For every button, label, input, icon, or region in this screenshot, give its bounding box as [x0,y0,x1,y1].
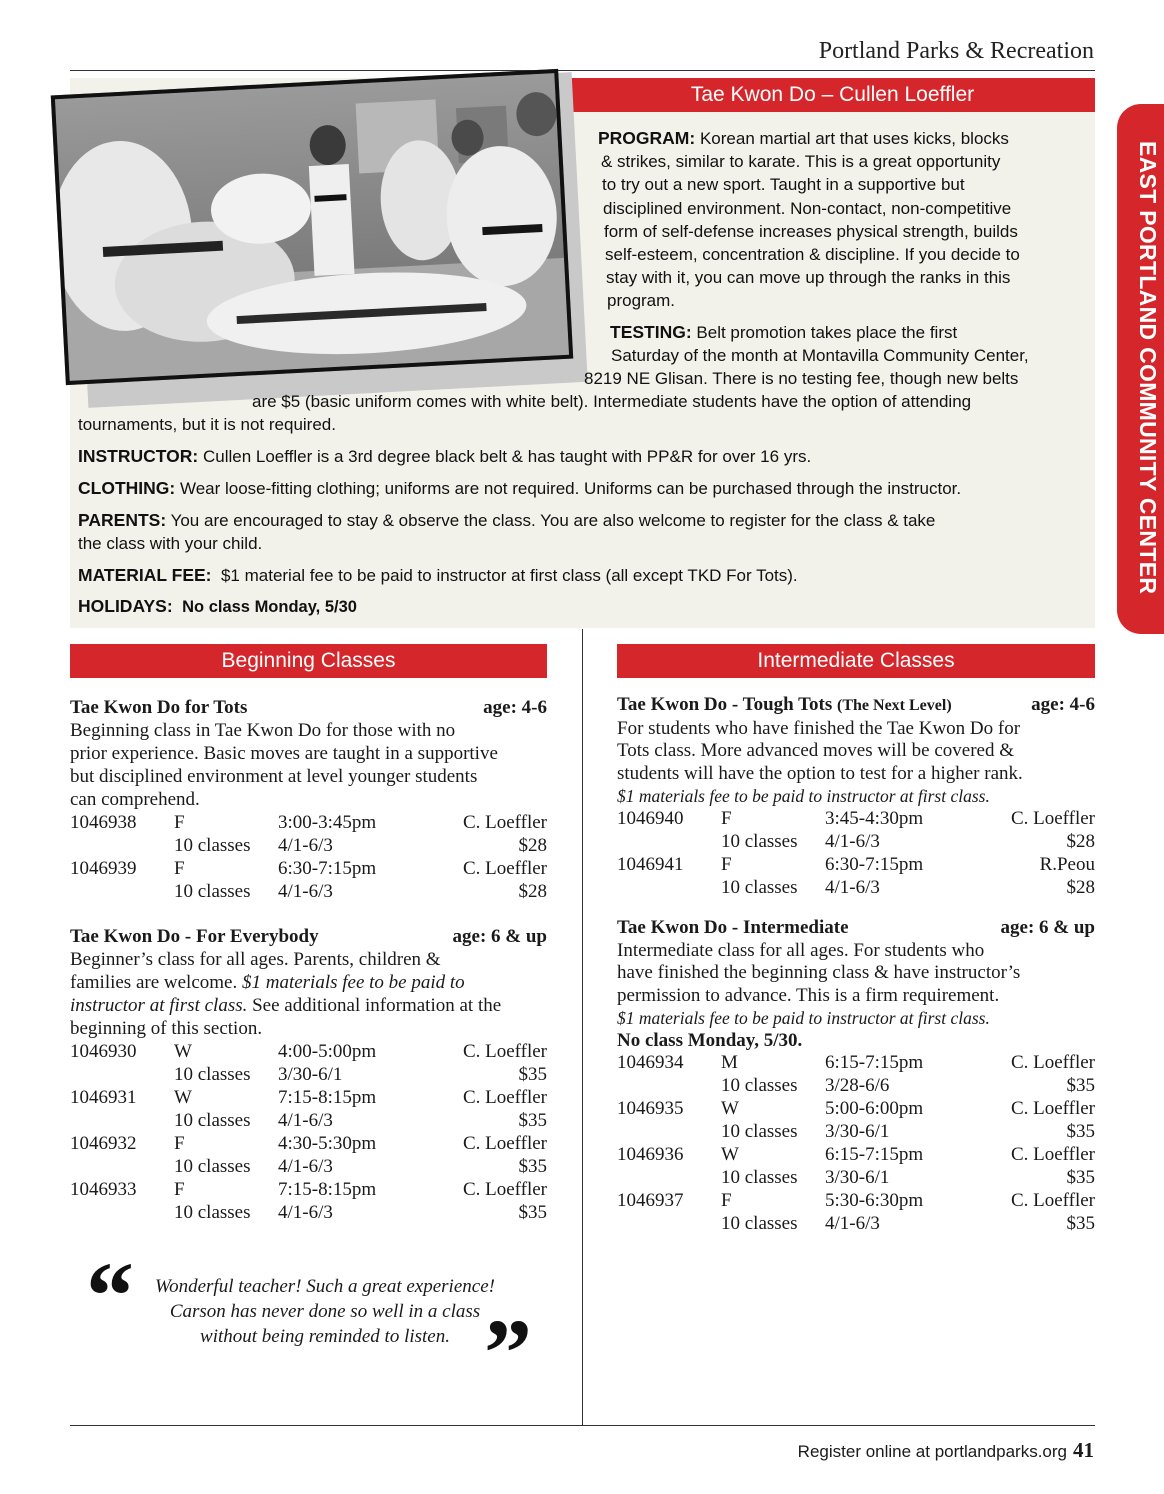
session-code: 1046931 [70,1087,137,1108]
course-age: age: 4-6 [1031,694,1095,715]
session-row [617,854,1095,877]
session-fee: $28 [1066,876,1095,898]
course-fee-note: $1 materials fee to be paid to instructor at first class. [617,1008,990,1028]
session-fee: $35 [1066,1167,1095,1188]
course-age: age: 6 & up [452,926,547,947]
session-row-detail [617,1167,1095,1190]
session-row-detail [70,834,547,857]
course-desc-line: Beginning class in Tae Kwon Do for those with no [70,720,456,741]
session-row-detail [70,1109,547,1132]
parents-text: You are encouraged to stay & observe the class. You are also welcome to register for the class & take [170,511,936,530]
session-time: 6:15-7:15pm [825,1052,924,1073]
session-dates: 3/28-6/6 [825,1075,890,1096]
session-code: 1046936 [617,1144,684,1165]
course-desc-line: Intermediate class for all ages. For students who [617,939,985,961]
session-fee: $35 [518,1202,547,1223]
clothing-text: Wear loose-fitting clothing; uniforms are not required. Uniforms can be purchased through the instructor. [179,479,962,498]
session-time: 6:30-7:15pm [825,853,924,875]
course-desc-line: have finished the beginning class & have instructor’s [617,962,1021,983]
session-row [70,811,547,834]
testing-line: Saturday of the month at Montavilla Community Center, [611,346,1029,366]
session-instructor: C. Loeffler [1010,1144,1095,1165]
course-desc-italic: instructor at first class. [70,995,248,1016]
session-row-detail [617,1121,1095,1144]
session-dates: 4/1-6/3 [278,881,333,902]
course-desc-line: prior experience. Basic moves are taught in a supportive [70,743,498,764]
course-tkd-intermediate [617,917,1095,1236]
program-line: to try out a new sport. Taught in a supportive but [602,175,965,195]
session-time: 7:15-8:15pm [278,1179,377,1200]
session-time: 3:45-4:30pm [825,807,924,829]
session-fee: $28 [518,881,547,902]
course-age: age: 6 & up [1000,917,1095,938]
session-day: F [721,853,732,875]
material-fee-paragraph [78,564,1088,587]
session-day: F [174,1179,185,1200]
session-instructor: R.Peou [1039,853,1095,875]
course-tkd-tots [70,696,547,903]
session-code: 1046934 [617,1052,684,1073]
session-fee: $35 [518,1110,547,1131]
course-tkd-tough-tots [617,694,1095,900]
session-instructor: C. Loeffler [1010,1098,1095,1119]
testimonial-quote [140,1274,510,1349]
instructor-label: INSTRUCTOR: [78,446,199,466]
clothing-paragraph [78,477,1088,500]
session-row [70,1132,547,1155]
parents-text-2: the class with your child. [78,534,263,554]
session-row-detail [617,1213,1095,1236]
session-time: 3:00-3:45pm [278,812,377,833]
session-row [617,808,1095,831]
quote-line: without being reminded to listen. [200,1326,450,1347]
session-row-detail [70,1155,547,1178]
session-dates: 4/1-6/3 [278,835,333,856]
session-code: 1046939 [70,858,137,879]
header-rule [70,70,1095,71]
session-time: 6:15-7:15pm [825,1144,924,1165]
holidays-paragraph [78,595,1088,619]
course-desc-line: beginning of this section. [70,1018,263,1039]
course-desc-line: Tots class. More advanced moves will be covered & [617,740,1015,761]
course-desc-line [70,971,547,994]
course-desc-line [70,994,547,1017]
program-label: PROGRAM: [598,128,696,148]
session-code: 1046932 [70,1133,137,1154]
holidays-text: No class Monday, 5/30 [182,598,357,616]
session-row [70,1178,547,1201]
beginning-classes-heading: Beginning Classes [70,644,547,678]
session-time: 6:30-7:15pm [278,858,377,879]
session-day: F [174,858,185,879]
session-fee: $35 [518,1156,547,1177]
session-dates: 4/1-6/3 [825,1213,880,1234]
parents-label: PARENTS: [78,510,167,530]
session-code: 1046938 [70,812,137,833]
session-row [617,1052,1095,1075]
course-desc-plain: families are welcome. [70,972,242,993]
session-fee: $35 [1066,1075,1095,1096]
session-code: 1046941 [617,853,684,875]
quote-line: Carson has never done so well in a class [169,1301,481,1322]
session-day: W [721,1098,739,1119]
course-age: age: 4-6 [483,697,547,718]
program-paragraph [598,127,1088,313]
testing-line: Belt promotion takes place the first [696,323,958,342]
session-code: 1046940 [617,807,684,829]
side-tab-label: EAST PORTLAND COMMUNITY CENTER [1135,141,1161,595]
session-instructor: C. Loeffler [462,1041,547,1062]
session-fee: $35 [1066,1121,1095,1142]
session-day: F [721,1190,732,1211]
session-row-detail [617,831,1095,854]
course-tkd-everybody [70,925,547,1224]
session-day: W [721,1144,739,1165]
session-row [617,1098,1095,1121]
session-classes: 10 classes [174,881,251,902]
intermediate-classes-heading: Intermediate Classes [617,644,1095,678]
session-row-detail [70,880,547,903]
session-fee: $28 [1066,830,1095,852]
session-row [70,857,547,880]
session-classes: 10 classes [721,1167,798,1188]
session-classes: 10 classes [174,835,251,856]
course-desc-line: permission to advance. This is a firm requirement. [617,984,1000,1006]
session-instructor: C. Loeffler [462,858,547,879]
testing-label: TESTING: [610,322,692,342]
session-dates: 4/1-6/3 [278,1156,333,1177]
session-instructor: C. Loeffler [462,812,547,833]
session-dates: 3/30-6/1 [278,1064,343,1085]
session-code: 1046930 [70,1041,137,1062]
course-name-suffix: (The Next Level) [837,697,952,714]
instructor-paragraph [78,445,1088,468]
course-name: Tae Kwon Do - For Everybody [70,926,319,947]
session-row [617,1190,1095,1213]
testing-paragraph [610,321,1090,367]
testing-line: 8219 NE Glisan. There is no testing fee, though new belts [584,369,1019,388]
session-day: F [174,812,185,833]
session-fee: $35 [1066,1213,1095,1234]
course-desc-italic: $1 materials fee to be paid to [241,972,465,993]
session-time: 4:00-5:00pm [278,1041,377,1062]
session-time: 4:30-5:30pm [278,1133,377,1154]
session-day: W [174,1041,192,1062]
course-fee-note: $1 materials fee to be paid to instructor at first class. [617,786,990,806]
session-fee: $35 [518,1064,547,1085]
session-classes: 10 classes [721,876,798,898]
session-classes: 10 classes [721,830,798,852]
session-day: F [721,807,732,829]
session-instructor: C. Loeffler [462,1087,547,1108]
session-classes: 10 classes [174,1064,251,1085]
parents-paragraph [78,509,1088,555]
clothing-label: CLOTHING: [78,478,176,498]
session-dates: 4/1-6/3 [825,830,880,852]
course-name: Tae Kwon Do - Tough Tots [617,694,833,715]
session-day: M [721,1052,738,1073]
register-online-text: Register online at portlandparks.org [797,1442,1067,1461]
program-line: disciplined environment. Non-contact, non-competitive [603,198,1012,218]
course-desc-line: but disciplined environment at level younger students [70,766,478,787]
session-classes: 10 classes [174,1110,251,1131]
page-header-title: Portland Parks & Recreation [818,38,1094,64]
session-day: F [174,1133,185,1154]
session-dates: 4/1-6/3 [278,1202,333,1223]
testing-line: are $5 (basic uniform comes with white belt). Intermediate students have the option of attending [252,392,972,411]
session-row-detail [617,1075,1095,1098]
session-instructor: C. Loeffler [1010,1052,1095,1073]
page-number: 41 [1073,1438,1094,1462]
session-row-detail [70,1063,547,1086]
session-dates: 4/1-6/3 [278,1110,333,1131]
session-row-detail [617,877,1095,900]
session-row [70,1086,547,1109]
session-time: 5:30-6:30pm [825,1190,924,1211]
quote-open-mark: “ [86,1242,134,1349]
session-classes: 10 classes [721,1213,798,1234]
course-desc-line: can comprehend. [70,789,200,810]
program-line: stay with it, you can move up through the ranks in this [606,268,1011,288]
session-instructor: C. Loeffler [1010,807,1095,829]
program-line: Korean martial art that uses kicks, blocks [699,129,1009,148]
session-row [70,1040,547,1063]
material-fee-label: MATERIAL FEE: [78,565,212,585]
class-photo [51,69,573,385]
session-code: 1046933 [70,1179,137,1200]
course-desc-line: students will have the option to test for a higher rank. [617,762,1023,784]
course-holiday-note: No class Monday, 5/30. [617,1029,803,1051]
program-line: form of self-defense increases physical strength, builds [604,221,1018,241]
session-instructor: C. Loeffler [1010,1190,1095,1211]
session-code: 1046937 [617,1190,684,1211]
session-fee: $28 [518,835,547,856]
course-desc-line: Beginner’s class for all ages. Parents, children & [70,949,441,970]
instructor-text: Cullen Loeffler is a 3rd degree black belt & has taught with PP&R for over 16 yrs. [202,447,812,466]
quote-line: Wonderful teacher! Such a great experience! [155,1276,495,1297]
session-classes: 10 classes [174,1156,251,1177]
program-line: self-esteem, concentration & discipline. If you decide to [605,245,1020,265]
course-desc-plain: See additional information at the [247,995,502,1016]
session-dates: 4/1-6/3 [825,876,880,898]
program-title-bar: Tae Kwon Do – Cullen Loeffler [570,78,1095,112]
session-time: 5:00-6:00pm [825,1098,924,1119]
course-name: Tae Kwon Do for Tots [70,697,248,718]
program-line: program. [607,291,676,311]
session-classes: 10 classes [721,1121,798,1142]
testing-line: tournaments, but it is not required. [78,415,336,434]
session-row [617,1144,1095,1167]
session-instructor: C. Loeffler [462,1133,547,1154]
footer-rule [70,1425,1095,1426]
session-instructor: C. Loeffler [462,1179,547,1200]
course-name: Tae Kwon Do - Intermediate [617,917,849,938]
quote-close-mark: ” [484,1299,532,1406]
session-dates: 3/30-6/1 [825,1121,890,1142]
session-dates: 3/30-6/1 [825,1167,890,1188]
footer [798,1438,1094,1463]
session-classes: 10 classes [174,1202,251,1223]
session-code: 1046935 [617,1098,684,1119]
session-row-detail [70,1201,547,1224]
session-classes: 10 classes [721,1075,798,1096]
program-line: & strikes, similar to karate. This is a great opportunity [601,152,1001,172]
session-day: W [174,1087,192,1108]
material-fee-text: $1 material fee to be paid to instructor at first class (all except TKD For Tots). [220,566,798,585]
column-divider [582,629,583,1426]
holidays-label: HOLIDAYS: [78,596,173,616]
course-desc-line: For students who have finished the Tae Kwon Do for [617,717,1021,739]
session-time: 7:15-8:15pm [278,1087,377,1108]
